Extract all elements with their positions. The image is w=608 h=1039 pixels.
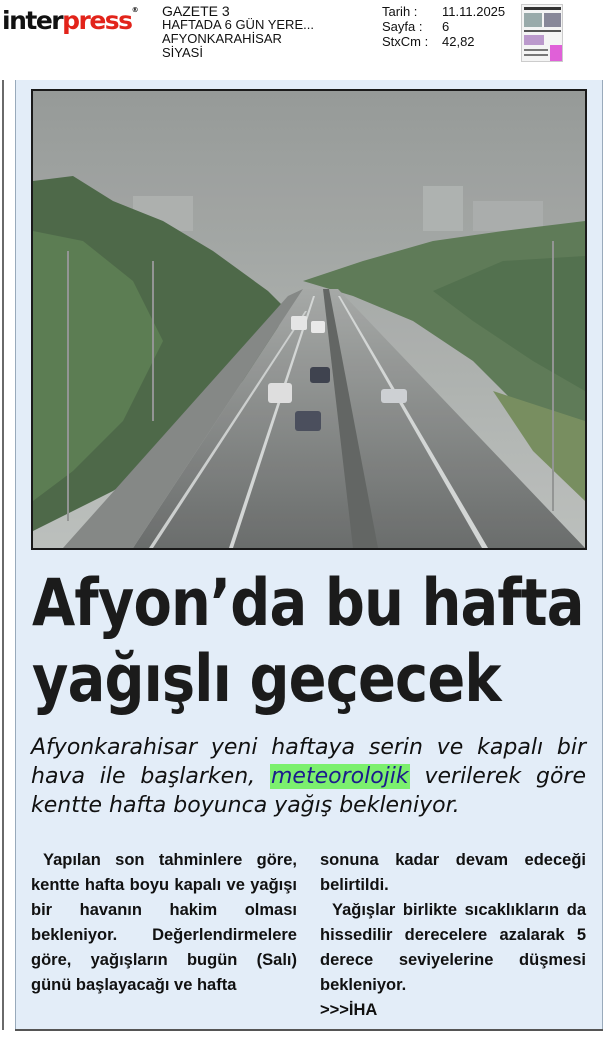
page-thumbnail[interactable] bbox=[521, 4, 563, 62]
meta-stxcm: StxCm : 42,82 bbox=[382, 34, 475, 49]
headline bbox=[32, 566, 584, 718]
body-paragraph-1-continued: sonuna kadar devam edeceği belirtildi. bbox=[320, 851, 586, 894]
body-paragraph-1: Yapılan son tahminlere göre, kentte hafta boyu kapalı ve yağışı bir havanın hakim olması bekleniyor. Değerlendirmelere göre, yağışların bugün (Salı) günü başlayacağı ve hafta bbox=[31, 851, 297, 994]
meta-page: Sayfa : 6 bbox=[382, 19, 450, 34]
body-paragraph-2: Yağışlar birlikte sıcaklıkların da hissedilir derecelere azalarak 5 derece seviyelerine düşmesi bekleniyor. bbox=[320, 901, 586, 994]
interpress-logo: interpress® bbox=[2, 6, 139, 35]
publication-subtitle: HAFTADA 6 GÜN YERE... bbox=[162, 17, 314, 32]
lead-paragraph: Afyonkarahisar yeni haftaya serin ve kapalı bir hava ile başlarken, meteorolojik verilerek göre kentte hafta boyunca yağış bekleniyor. bbox=[31, 735, 586, 818]
headline-line-1: Afyon’da bu hafta bbox=[32, 566, 584, 641]
publication-name: GAZETE 3 bbox=[162, 3, 230, 19]
left-rule bbox=[2, 80, 4, 1030]
meta-date: Tarih : 11.11.2025 bbox=[382, 4, 506, 19]
highlighted-term: meteorolojik bbox=[270, 764, 409, 789]
publication-category: SİYASİ bbox=[162, 45, 203, 60]
body-column-2 bbox=[320, 848, 586, 1023]
body-column-1 bbox=[31, 848, 297, 998]
clipping-meta bbox=[382, 4, 505, 49]
headline-line-2: yağışlı geçecek bbox=[32, 642, 501, 717]
publication-info bbox=[162, 4, 314, 60]
publication-region: AFYONKARAHİSAR bbox=[162, 31, 282, 46]
clipping-header bbox=[0, 0, 608, 78]
rainy-road-photo bbox=[31, 89, 587, 550]
byline-source: >>>İHA bbox=[320, 1001, 378, 1019]
clipping-bottom-rule bbox=[15, 1029, 603, 1031]
